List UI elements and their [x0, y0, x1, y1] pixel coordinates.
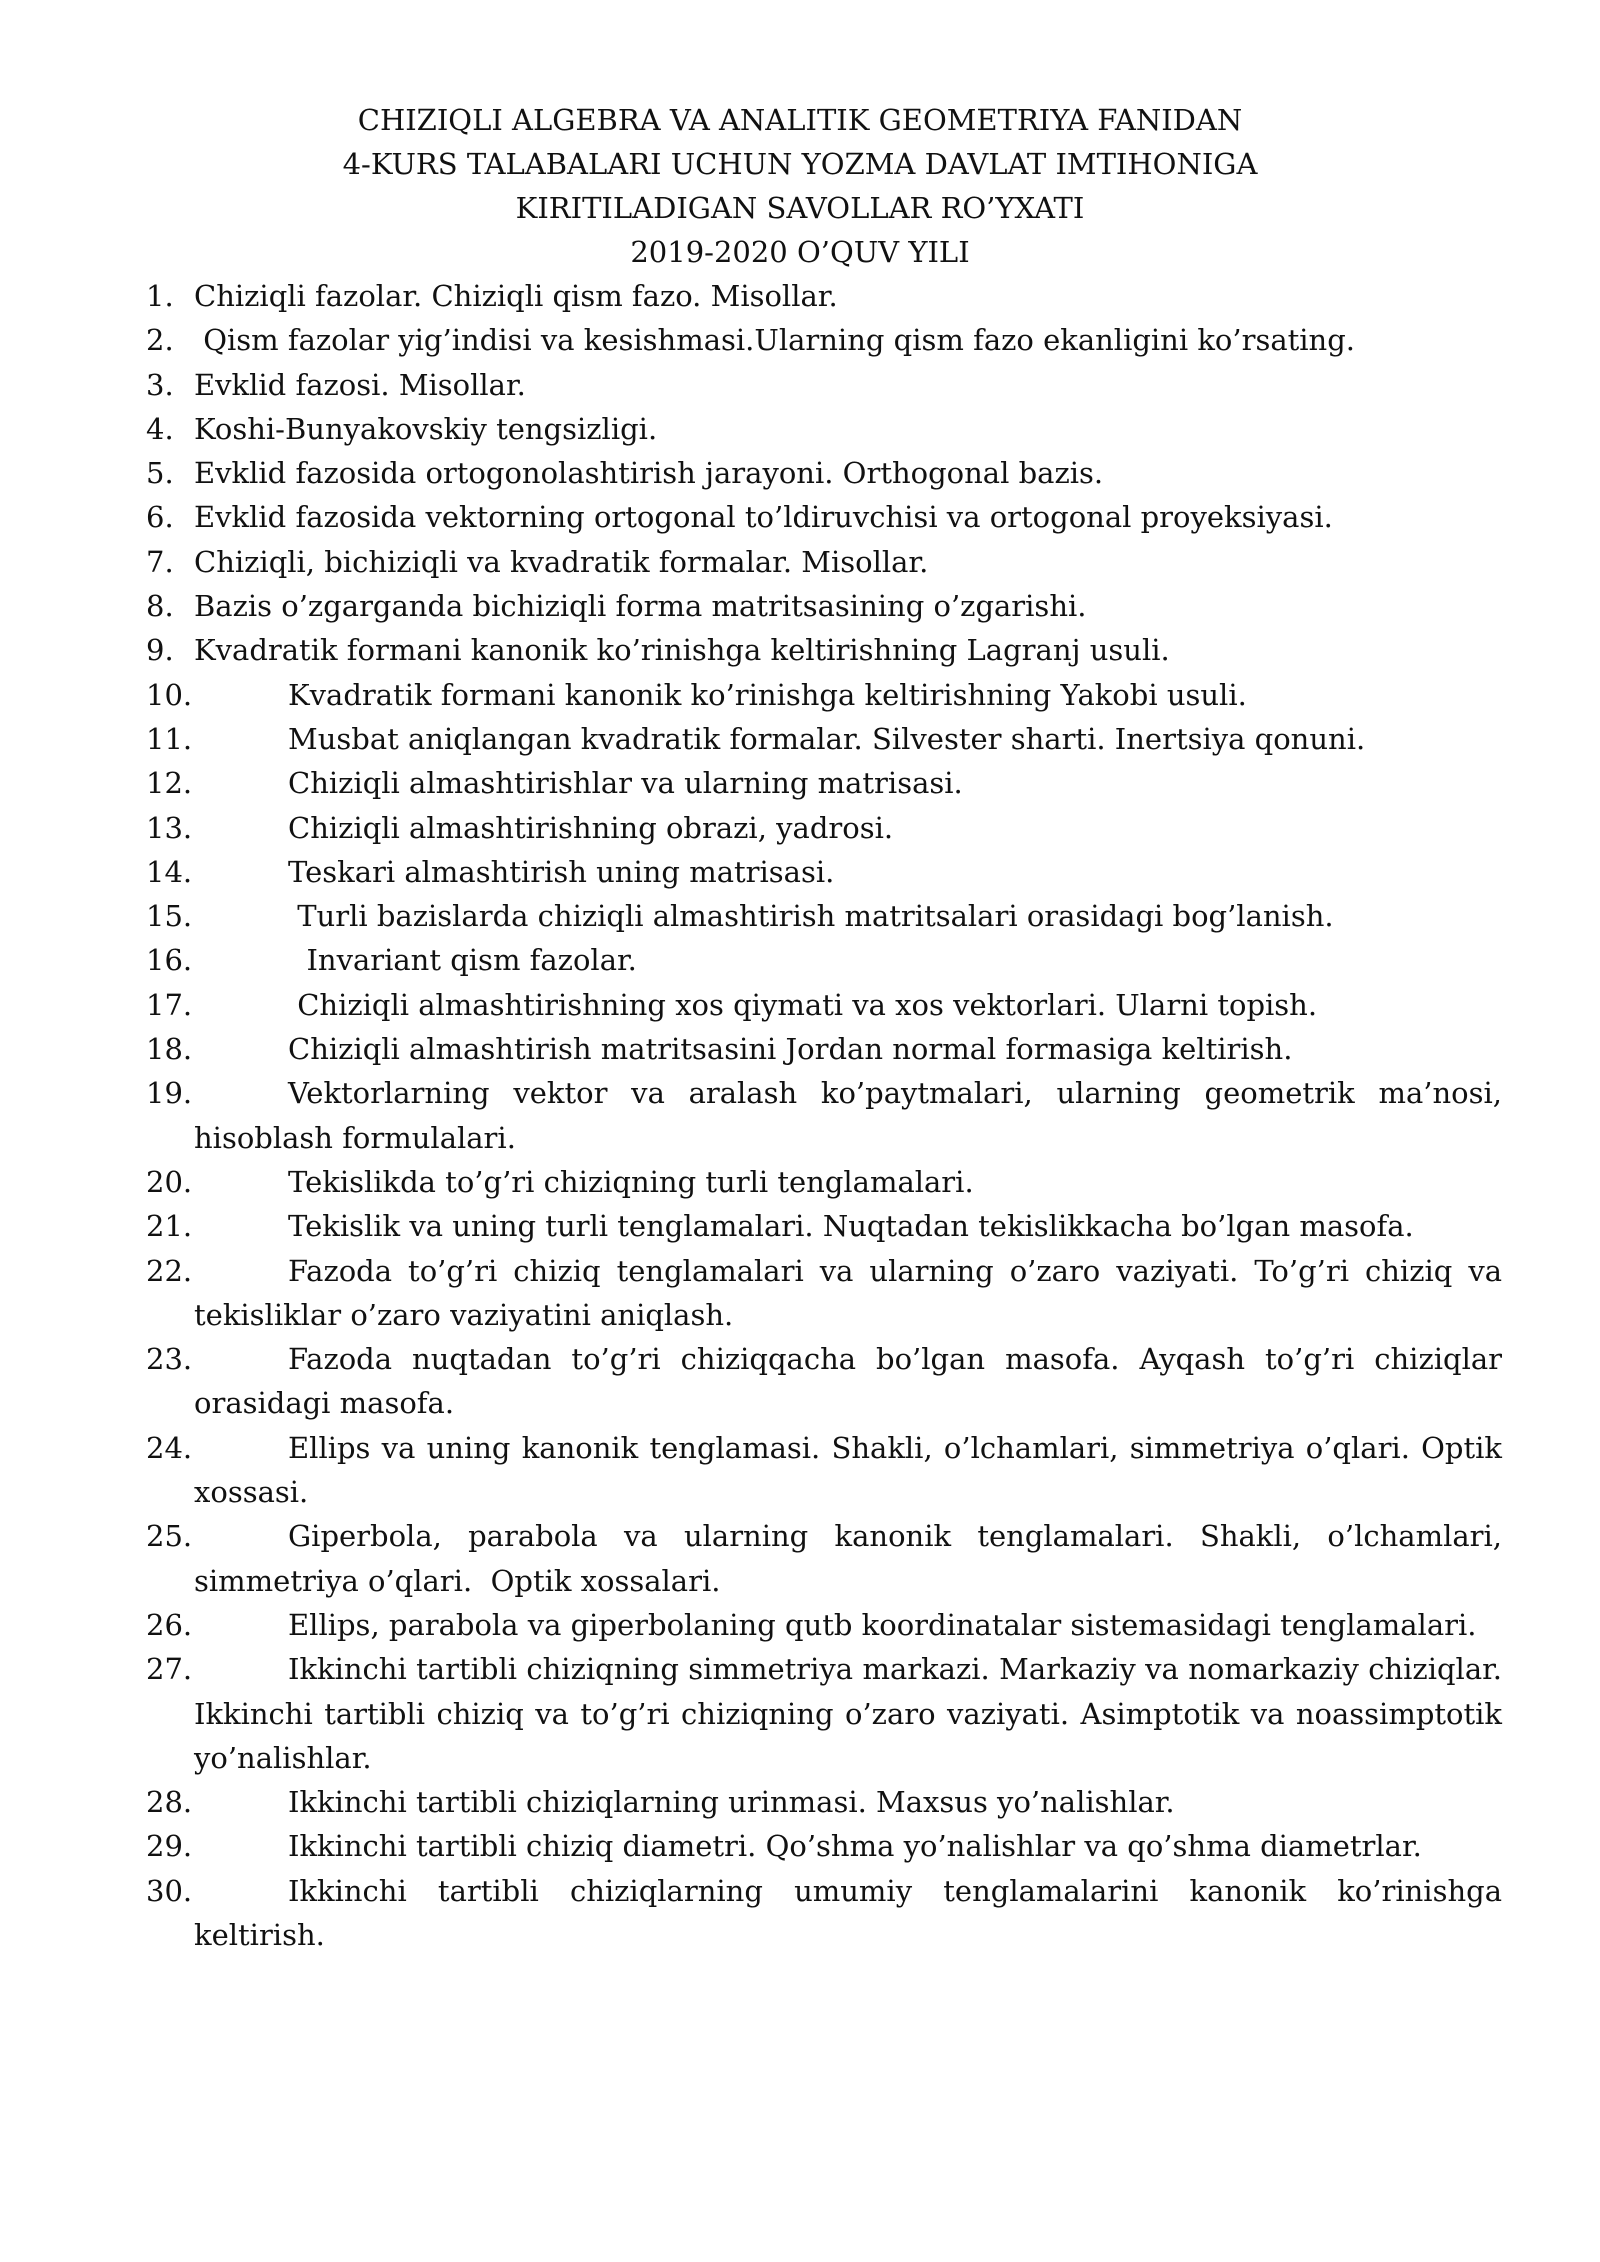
question-text: Koshi-Bunyakovskiy tengsizligi.: [194, 411, 658, 446]
question-item: [146, 1603, 1502, 1647]
question-item: [146, 584, 1502, 628]
question-item: [146, 1780, 1502, 1824]
question-item: [146, 850, 1502, 894]
question-text: Turli bazislarda chiziqli almashtirish matritsalari orasidagi bog’lanish.: [288, 899, 1334, 934]
question-text: Ikkinchi tartibli chiziqlarning urinmasi. Maxsus yo’nalishlar.: [288, 1785, 1175, 1820]
question-item: [146, 495, 1502, 539]
question-number: 18.: [146, 1032, 193, 1067]
question-number: 24.: [146, 1430, 193, 1465]
question-number: 26.: [146, 1607, 193, 1642]
question-number: 30.: [146, 1873, 193, 1908]
question-number: 6.: [146, 500, 174, 535]
question-text: Ellips va uning kanonik tenglamasi. Shakli, o’lchamlari, simmetriya o’qlari. Optik xossasi.: [194, 1430, 1512, 1510]
question-number: 12.: [146, 766, 193, 801]
question-item: [146, 1204, 1502, 1248]
question-number: 25.: [146, 1519, 193, 1554]
question-text: Giperbola, parabola va ularning kanonik tenglamalari. Shakli, o’lchamlari, simmetriya o’qlari. Optik xossalari.: [194, 1519, 1512, 1598]
question-item: [146, 938, 1502, 982]
question-text: Tekislik va uning turli tenglamalari. Nuqtadan tekislikkacha bo’lgan masofa.: [288, 1209, 1414, 1244]
question-number: 2.: [146, 323, 174, 358]
question-number: 29.: [146, 1829, 193, 1864]
question-item: [146, 1647, 1512, 1780]
question-item: [146, 761, 1502, 805]
question-text: Vektorlarning vektor va aralash ko’paytmalari, ularning geometrik ma’nosi, hisoblash formulalari.: [194, 1076, 1512, 1155]
question-text: Bazis o’zgarganda bichiziqli forma matritsasining o’zgarishi.: [194, 589, 1087, 624]
question-number: 14.: [146, 854, 193, 889]
question-text: Ikkinchi tartibli chiziqlarning umumiy tenglamalarini kanonik ko’rinishga keltirish.: [194, 1873, 1512, 1952]
question-text: Evklid fazosida ortogonolashtirish jarayoni. Orthogonal bazis.: [194, 456, 1104, 491]
question-item: [146, 1337, 1512, 1426]
question-text: Fazoda to’g’ri chiziq tenglamalari va ularning o’zaro vaziyati. To’g’ri chiziq va tekisliklar o’zaro vaziyatini aniqlash.: [194, 1253, 1512, 1332]
question-item: [146, 1869, 1512, 1958]
question-number: 19.: [146, 1076, 193, 1111]
question-item: [146, 983, 1502, 1027]
question-item: [146, 540, 1502, 584]
question-number: 16.: [146, 943, 193, 978]
question-text: Kvadratik formani kanonik ko’rinishga keltirishning Lagranj usuli.: [194, 633, 1170, 668]
question-item: [146, 1514, 1512, 1603]
question-number: 9.: [146, 633, 174, 668]
question-item: [146, 1160, 1502, 1204]
question-text: Ikkinchi tartibli chiziq diametri. Qo’shma yo’nalishlar va qo’shma diametrlar.: [288, 1829, 1422, 1864]
question-text: Qism fazolar yig’indisi va kesishmasi.Ularning qism fazo ekanligini ko’rsating.: [194, 323, 1356, 358]
question-number: 8.: [146, 589, 174, 624]
title-line-4: 2019-2020 O’QUV YILI: [630, 235, 970, 269]
question-text: Ellips, parabola va giperbolaning qutb koordinatalar sistemasidagi tenglamalari.: [288, 1607, 1477, 1642]
question-text: Invariant qism fazolar.: [288, 943, 637, 978]
question-number: 5.: [146, 456, 174, 491]
question-item: [146, 628, 1502, 672]
question-number: 21.: [146, 1209, 193, 1244]
question-item: [146, 363, 1502, 407]
question-text: Kvadratik formani kanonik ko’rinishga keltirishning Yakobi usuli.: [288, 677, 1247, 712]
question-item: [146, 451, 1502, 495]
question-text: Musbat aniqlangan kvadratik formalar. Silvester sharti. Inertsiya qonuni.: [288, 721, 1366, 756]
question-number: 4.: [146, 411, 174, 446]
question-item: [146, 894, 1502, 938]
question-item: [146, 717, 1502, 761]
question-number: 3.: [146, 367, 174, 402]
question-number: 11.: [146, 721, 193, 756]
question-text: Chiziqli almashtirish matritsasini Jordan normal formasiga keltirish.: [288, 1032, 1293, 1067]
title-line-1: CHIZIQLI ALGEBRA VA ANALITIK GEOMETRIYA FANIDAN: [357, 103, 1243, 137]
question-number: 13.: [146, 810, 193, 845]
question-number: 22.: [146, 1253, 193, 1288]
question-text: Fazoda nuqtadan to’g’ri chiziqqacha bo’lgan masofa. Ayqash to’g’ri chiziqlar orasidagi masofa.: [194, 1342, 1512, 1421]
question-item: [146, 1027, 1502, 1071]
question-number: 10.: [146, 677, 193, 712]
question-number: 1.: [146, 279, 174, 313]
question-item: [146, 274, 1502, 318]
question-item: [146, 1426, 1512, 1515]
question-item: [146, 1071, 1512, 1160]
question-item: [146, 1824, 1502, 1868]
question-item: [146, 1249, 1512, 1338]
question-text: Teskari almashtirish uning matrisasi.: [288, 854, 835, 889]
question-text: Chiziqli almashtirishning xos qiymati va xos vektorlari. Ularni topish.: [288, 987, 1318, 1022]
question-text: Ikkinchi tartibli chiziqning simmetriya markazi. Markaziy va nomarkaziy chiziqlar. Ikkinchi tartibli chiziq va to’g’ri chiziqning o’zaro vaziyati. Asimptotik va noassimptotik yo’nalishlar.: [194, 1652, 1512, 1775]
question-number: 17.: [146, 987, 193, 1022]
question-text: Chiziqli almashtirishning obrazi, yadrosi.: [288, 810, 894, 845]
question-text: Tekislikda to’g’ri chiziqning turli tenglamalari.: [288, 1164, 974, 1199]
question-text: Chiziqli almashtirishlar va ularning matrisasi.: [288, 766, 963, 801]
question-list: [146, 274, 1512, 1957]
question-item: [146, 407, 1502, 451]
question-text: Chiziqli fazolar. Chiziqli qism fazo. Misollar.: [194, 279, 838, 313]
question-text: Evklid fazosida vektorning ortogonal to’ldiruvchisi va ortogonal proyeksiyasi.: [194, 500, 1333, 535]
document-title: [98, 98, 1502, 274]
question-text: Evklid fazosi. Misollar.: [194, 367, 526, 402]
question-text: Chiziqli, bichiziqli va kvadratik formalar. Misollar.: [194, 544, 929, 579]
title-line-2: 4-KURS TALABALARI UCHUN YOZMA DAVLAT IMTIHONIGA: [342, 147, 1258, 181]
question-item: [146, 806, 1502, 850]
question-number: 15.: [146, 899, 193, 934]
question-number: 28.: [146, 1785, 193, 1820]
question-number: 27.: [146, 1652, 193, 1687]
title-line-3: KIRITILADIGAN SAVOLLAR RO’YXATI: [515, 191, 1085, 225]
question-number: 20.: [146, 1164, 193, 1199]
question-number: 23.: [146, 1342, 193, 1377]
question-item: [146, 318, 1502, 362]
question-item: [146, 673, 1502, 717]
question-number: 7.: [146, 544, 174, 579]
